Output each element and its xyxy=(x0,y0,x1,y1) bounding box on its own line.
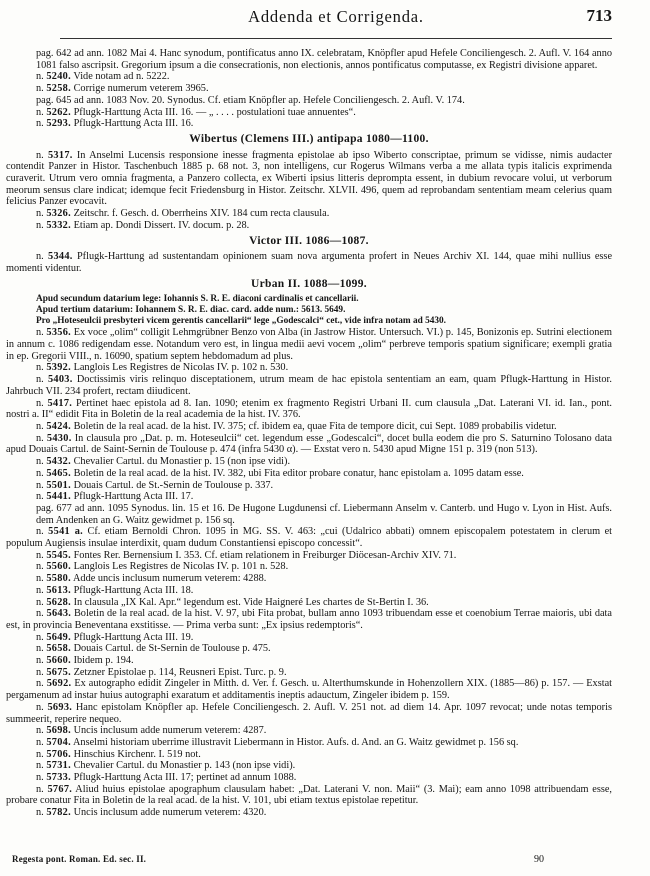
entry-number: 5580. xyxy=(46,573,71,585)
entry-reference xyxy=(36,678,71,689)
entry-number: 5733. xyxy=(46,772,71,784)
entry-number: 5693. xyxy=(47,701,73,713)
entry-number: 5332. xyxy=(46,219,71,231)
entry-number: 5782. xyxy=(46,807,71,819)
numbered-entry xyxy=(6,398,612,421)
entry-number: 5613. xyxy=(46,584,71,596)
numbered-entry xyxy=(6,374,612,397)
numbered-entry xyxy=(6,107,612,119)
entry-reference xyxy=(36,526,83,537)
entry-text: Chevalier Cartul. du Monastier p. 15 (non ipse vidi). xyxy=(73,456,291,468)
entry-reference xyxy=(36,760,71,771)
entry-text: Pertinet haec epistola ad 8. Ian. 1090; etenim ex fragmento Registri Urbani II. cum clausula „Dat. Laterani VI. id. Ian., pont. nostri a. II“ edidit Fita in Boletin de la real academia de la hist. IV. 376. xyxy=(6,397,613,421)
entry-text: pag. 677 ad ann. 1095 Synodus. lin. 15 et 16. De Hugone Lugdunensi cf. Liebermann Anselm v. Canterb. und Hugo v. Lyon in Hist. Aufs. dem Andenken an G. Waitz gewidmet p. 156 sq. xyxy=(36,502,612,526)
entry-prefix: n. xyxy=(36,149,44,161)
numbered-entry xyxy=(6,150,612,209)
entry-prefix: n. xyxy=(36,573,44,585)
entry-prefix: n. xyxy=(36,491,44,503)
entry-text: In clausula pro „Dat. p. m. Hoteseulcii“ cet. legendum esse „Godescalci“, docet bulla eodem die pro S. Saturnino Tolosano data apud Douais Cartul. de Saint-Sernin de Toulouse p. 474 (infra 5430 α). — Exstat vero n. 5430 apud Migne 151 p. 319 (non 513). xyxy=(6,432,613,456)
entry-number: 5403. xyxy=(47,374,73,386)
entry-text: Anselmi historiam uberrime illustravit Liebermann in Histor. Aufs. d. And. an G. Waitz gewidmet p. 156 sq. xyxy=(73,736,519,748)
entry-number: 5392. xyxy=(46,362,71,374)
numbered-entry xyxy=(6,678,612,701)
entry-prefix: n. xyxy=(36,725,44,737)
numbered-entry xyxy=(6,468,612,480)
entry-reference xyxy=(36,456,71,467)
entry-prefix: n. xyxy=(36,701,44,713)
entry-reference xyxy=(36,421,71,432)
numbered-entry xyxy=(6,702,612,725)
entry-prefix: n. xyxy=(36,807,44,819)
entry-reference xyxy=(36,433,72,444)
numbered-entry xyxy=(6,807,612,819)
entry-prefix: n. xyxy=(36,584,44,596)
entry-number: 5430. xyxy=(46,432,72,444)
entry-text: Pflugk-Harttung Acta III. 17; pertinet ad annum 1088. xyxy=(73,772,297,784)
entry-text: Ibidem p. 194. xyxy=(73,655,134,667)
entry-text: Zeitschr. f. Gesch. d. Oberrheins XIV. 184 cum recta clausula. xyxy=(73,208,330,220)
numbered-entry xyxy=(6,655,612,667)
numbered-entry xyxy=(6,749,612,761)
header-rule xyxy=(60,38,612,39)
entry-text: Pflugk-Harttung Acta III. 16. xyxy=(73,118,194,130)
numbered-entry xyxy=(6,608,612,631)
numbered-entry xyxy=(6,667,612,679)
entry-text: Pflugk-Harttung Acta III. 16. — „ . . . . postulationi tuae annuentes“. xyxy=(73,106,356,118)
numbered-entry xyxy=(6,632,612,644)
entry-number: 5240. xyxy=(46,71,71,83)
entry-prefix: n. xyxy=(36,432,44,444)
entry-prefix: n. xyxy=(36,456,44,468)
page-entry xyxy=(6,503,612,526)
entry-prefix: n. xyxy=(36,251,44,263)
entry-reference xyxy=(36,561,71,572)
entry-number: 5660. xyxy=(46,655,71,667)
entry-prefix: n. xyxy=(36,479,44,491)
entry-text: Pflugk-Harttung Acta III. 19. xyxy=(73,631,194,643)
numbered-entry xyxy=(6,597,612,609)
entry-text: In clausula „IX Kal. Apr.“ legendum est. Vide Haigneré Les chartes de St-Bertin I. 36. xyxy=(73,596,429,608)
sheet-number: 90 xyxy=(534,854,544,865)
numbered-entry xyxy=(6,251,612,274)
entry-text: Chevalier Cartul. du Monastier p. 143 (non ipse vidi). xyxy=(73,760,296,772)
entry-text: Boletin de la real acad. de la hist. V. 97, ubi Fita probat, bullam anno 1093 tribuendam esse et coenobium Terrae maioris, ubi data est, in provincia Beneventana exstitisse. — Prima verba sunt: „Ex ipsius redemptoris“. xyxy=(6,608,612,631)
entry-text: Langlois Les Registres de Nicolas IV. p. 102 n. 530. xyxy=(73,362,289,374)
entry-text: Fontes Rer. Bernensium I. 353. Cf. etiam relationem in Freiburger Diöcesan-Archiv XIV. 71. xyxy=(73,549,457,561)
entry-reference xyxy=(36,737,71,748)
entry-text: Etiam ap. Dondi Dissert. IV. docum. p. 28. xyxy=(73,219,250,231)
entry-text: Pflugk-Harttung Acta III. 18. xyxy=(73,584,194,596)
entry-prefix: n. xyxy=(36,106,44,118)
section-heading: Victor III. 1086—1087. xyxy=(249,234,369,247)
entry-text: Langlois Les Registres de Nicolas IV. p. 101 n. 528. xyxy=(73,561,289,573)
entry-number: 5262. xyxy=(46,106,71,118)
entry-prefix: n. xyxy=(36,666,44,678)
entry-number: 5432. xyxy=(46,456,71,468)
entry-reference xyxy=(36,725,71,736)
entry-reference xyxy=(36,585,71,596)
entry-number: 5424. xyxy=(46,420,71,432)
numbered-entry xyxy=(6,456,612,468)
entry-prefix: n. xyxy=(36,678,44,690)
entry-reference xyxy=(36,702,72,713)
entry-reference xyxy=(36,398,72,409)
page-content xyxy=(6,48,612,819)
entry-prefix: n. xyxy=(36,760,44,772)
numbered-entry xyxy=(6,760,612,772)
entry-text: Vide notam ad n. 5222. xyxy=(73,71,170,83)
numbered-entry xyxy=(6,433,612,456)
entry-text: In Anselmi Lucensis responsione inesse fragmenta epistolae ab ipso Wiberto conscriptae, primum se vidisse, nimis audacter contendit Panzer in Histor. Taschenbuch 1885 p. 68 not. 3, non intelligens, cur Rogerus Wilmans verba a me allata typis italicis exprimenda curaverit. Utrum vero omnia fragmenta, a Panzero collecta, ex Wiberti ipsius litteris deprompta essent, in dubium revocare volui, ut verborum meorum sensus clare indicat; idemque fecit Friedensburg in Histor. Zeitschr. XLVII. 496, quem ad reprobandam sententiam meam celerius quam felicius Panzer evocavit. xyxy=(6,149,613,208)
entry-number: 5344. xyxy=(48,251,73,263)
entry-prefix: n. xyxy=(36,71,44,83)
entry-number: 5767. xyxy=(47,783,73,795)
entry-reference xyxy=(36,150,73,161)
entry-number: 5541 a. xyxy=(48,526,84,538)
entry-number: 5560. xyxy=(46,561,71,573)
entry-reference xyxy=(36,468,71,479)
numbered-entry xyxy=(6,772,612,784)
numbered-entry xyxy=(6,118,612,130)
entry-reference xyxy=(36,71,71,82)
entry-reference xyxy=(36,807,71,818)
entry-prefix: n. xyxy=(36,643,44,655)
entry-reference xyxy=(36,643,71,654)
entry-prefix: n. xyxy=(36,783,44,795)
entry-prefix: n. xyxy=(36,631,44,643)
numbered-entry xyxy=(6,585,612,597)
numbered-entry xyxy=(6,83,612,95)
entry-prefix: n. xyxy=(36,327,44,339)
entry-number: 5465. xyxy=(46,467,71,479)
entry-prefix: n. xyxy=(36,362,44,374)
entry-prefix: n. xyxy=(36,736,44,748)
entry-number: 5417. xyxy=(47,397,73,409)
entry-reference xyxy=(36,784,72,795)
entry-text: Douais Cartul. de St-Sernin de Toulouse p. 475. xyxy=(73,643,271,655)
numbered-entry xyxy=(6,561,612,573)
entry-text: Hinschius Kirchenr. I. 519 not. xyxy=(73,748,201,760)
numbered-entry xyxy=(6,550,612,562)
numbered-entry xyxy=(6,220,612,232)
entry-reference xyxy=(36,772,71,783)
entry-number: 5628. xyxy=(46,596,71,608)
entry-number: 5293. xyxy=(46,118,71,130)
entry-prefix: n. xyxy=(36,561,44,573)
entry-reference xyxy=(36,655,71,666)
section-heading: Wibertus (Clemens III.) antipapa 1080—1100. xyxy=(189,132,429,145)
entry-prefix: n. xyxy=(36,526,44,538)
entry-number: 5258. xyxy=(46,83,71,95)
entry-reference xyxy=(36,118,71,129)
entry-prefix: n. xyxy=(36,219,44,231)
numbered-entry xyxy=(6,362,612,374)
page-entry xyxy=(6,48,612,71)
entry-number: 5326. xyxy=(46,208,71,220)
entry-reference xyxy=(36,491,71,502)
running-header xyxy=(60,0,612,40)
numbered-entry xyxy=(6,526,612,549)
entry-prefix: n. xyxy=(36,83,44,95)
numbered-entry xyxy=(6,421,612,433)
numbered-entry xyxy=(6,573,612,585)
entry-prefix: n. xyxy=(36,118,44,130)
entry-reference xyxy=(36,632,71,643)
signature-mark: Regesta pont. Roman. Ed. sec. II. xyxy=(12,854,147,864)
entry-reference xyxy=(36,667,71,678)
entry-text: Douais Cartul. de St.-Sernin de Toulouse p. 337. xyxy=(73,479,274,491)
section-note: Apud tertium datarium: Iohannem S. R. E. diac. card. adde num.: 5613. 5649. xyxy=(36,305,346,316)
entry-text: Hanc epistolam Knöpfler ap. Hefele Conciliengesch. 2. Aufl. V. 251 not. ad diem 14. Apr. 1097 revocat; unde notas temporis summeerit, reperire nequeo. xyxy=(6,701,612,725)
entry-text: Cf. etiam Bernoldi Chron. 1095 in MG. SS. V. 463: „cui (Udalrico abbati) omnem episcopalem potestatem in clerum et populum Augiensis insulae interdixit, quam dudum Constantiensi episcopo concessit“. xyxy=(6,526,613,550)
entry-number: 5317. xyxy=(47,149,73,161)
page-footer xyxy=(6,854,612,868)
entry-prefix: n. xyxy=(36,467,44,479)
entry-text: pag. 642 ad ann. 1082 Mai 4. Hanc synodum, pontificatus anno IX. celebratam, Knöpfler apud Hefele Conciliengesch. 2. Aufl. V. 164 anno 1081 falso ascripsit. Gregorium ipsum a die consecrationis, non electionis, annos pontificatus computasse, ex Registri divisione apparet. xyxy=(36,48,612,71)
running-title: Addenda et Corrigenda. xyxy=(248,7,424,26)
numbered-entry xyxy=(6,71,612,83)
entry-prefix: n. xyxy=(36,549,44,561)
entry-number: 5704. xyxy=(46,736,71,748)
entry-reference xyxy=(36,749,71,760)
entry-text: pag. 645 ad ann. 1083 Nov. 20. Synodus. Cf. etiam Knöpfler ap. Hefele Conciliengesch. 2. Aufl. V. 174. xyxy=(36,94,465,106)
entry-text: Adde uncis inclusum numerum veterem: 4288. xyxy=(73,573,267,585)
entry-prefix: n. xyxy=(36,772,44,784)
entry-reference xyxy=(36,573,71,584)
entry-reference xyxy=(36,83,71,94)
section-note: Apud secundum datarium lege: Iohannis S. R. E. diaconi cardinalis et cancellarii. xyxy=(36,294,359,305)
entry-text: Boletin de la real acad. de la hist. IV. 375; cf. ibidem ea, quae Fita de tempore dicit, cui Sept. 1089 probabilis videtur. xyxy=(73,420,557,432)
entry-text: Pflugk-Harttung ad sustentandam opinionem suam nova argumenta profert in Neues Archiv XI. 144, quae mihi nullius esse momenti videntur. xyxy=(6,251,613,274)
entry-number: 5649. xyxy=(46,631,71,643)
entry-reference xyxy=(36,107,71,118)
entry-text: Uncis inclusum adde numerum veterem: 4320. xyxy=(73,807,267,819)
entry-prefix: n. xyxy=(36,208,44,220)
entry-number: 5731. xyxy=(46,760,71,772)
entry-text: Doctissimis viris relinquo disceptationem, utrum meam de hac epistola sententiam an eam, quam Pflugk-Harttung in Histor. Jahrbuch VII. 234 profert, rectam diiudicent. xyxy=(6,374,612,397)
numbered-entry xyxy=(6,327,612,362)
entry-number: 5658. xyxy=(46,643,71,655)
numbered-entry xyxy=(6,208,612,220)
entry-text: Aliud huius epistolae apographum clausulam habet: „Dat. Laterani V. non. Maii“ (3. Mai); eam anno 1098 attribuendam esse, probare conatur Fita in Boletin de la real acad. de la hist. V. 101, ubi etiam textus epistolae repetitur. xyxy=(6,783,612,807)
entry-text: Corrige numerum veterem 3965. xyxy=(73,83,209,95)
entry-number: 5698. xyxy=(46,725,71,737)
entry-number: 5441. xyxy=(46,491,71,503)
entry-number: 5675. xyxy=(46,666,71,678)
entry-prefix: n. xyxy=(36,374,44,386)
entry-number: 5706. xyxy=(46,748,71,760)
entry-prefix: n. xyxy=(36,608,44,620)
entry-reference xyxy=(36,374,73,385)
entry-text: Uncis inclusum adde numerum veterem: 4287. xyxy=(73,725,267,737)
entry-text: Ex autographo edidit Zingeler in Mitth. d. Ver. f. Gesch. u. Alterthumskunde in Hohenzollern XIX. (1885—86) p. 157. — Exstat pergamenum ad instar huius autographi exaratum et additamentis ineptis adauctum, Zingeler ibidem p. 159. xyxy=(6,678,613,702)
numbered-entry xyxy=(6,737,612,749)
numbered-entry xyxy=(6,491,612,503)
entry-text: Pflugk-Harttung Acta III. 17. xyxy=(73,491,194,503)
entry-number: 5356. xyxy=(46,327,72,339)
entry-text: Zetzner Epistolae p. 114, Reusneri Epist. Turc. p. 9. xyxy=(73,666,287,678)
entry-reference xyxy=(36,597,71,608)
numbered-entry xyxy=(6,784,612,807)
entry-prefix: n. xyxy=(36,655,44,667)
entry-number: 5692. xyxy=(46,678,72,690)
entry-reference xyxy=(36,550,71,561)
numbered-entry xyxy=(6,480,612,492)
entry-reference xyxy=(36,362,71,373)
numbered-entry xyxy=(6,725,612,737)
entry-prefix: n. xyxy=(36,420,44,432)
entry-prefix: n. xyxy=(36,748,44,760)
entry-reference xyxy=(36,327,71,338)
entry-reference xyxy=(36,208,71,219)
section-heading: Urban II. 1088—1099. xyxy=(251,277,367,290)
entry-reference xyxy=(36,480,71,491)
entry-number: 5643. xyxy=(46,608,72,620)
numbered-entry xyxy=(6,643,612,655)
entry-reference xyxy=(36,251,73,262)
entry-number: 5501. xyxy=(46,479,71,491)
entry-number: 5545. xyxy=(46,549,71,561)
section-note: Pro „Hoteseulcii presbyteri vicem gerentis cancellarii“ lege „Godescalci“ cet., vide infra notam ad 5430. xyxy=(36,316,447,327)
page-number: 713 xyxy=(586,6,612,25)
entry-prefix: n. xyxy=(36,596,44,608)
entry-text: Ex voce „olim“ colligit Lehmgrübner Benzo von Alba (in Jastrow Histor. Untersuch. VI.) p. 145, Bonizonis ep. Sutrini electionem in annum c. 1086 redigendam esse. Notandum vero est, in lingua medii aevi vocem „olim“ perbreve temporis spatium significare; exempli gratia in ep. Gregorii VIII., n. 16090, spatium septem hebdomadum ad plus. xyxy=(6,327,612,362)
entry-reference xyxy=(36,608,71,619)
entry-prefix: n. xyxy=(36,397,44,409)
entry-reference xyxy=(36,220,71,231)
entry-text: Boletin de la real acad. de la hist. IV. 382, ubi Fita editor probare conatur, hanc epistolam a. 1095 datam esse. xyxy=(73,467,524,479)
page-entry xyxy=(6,95,612,107)
